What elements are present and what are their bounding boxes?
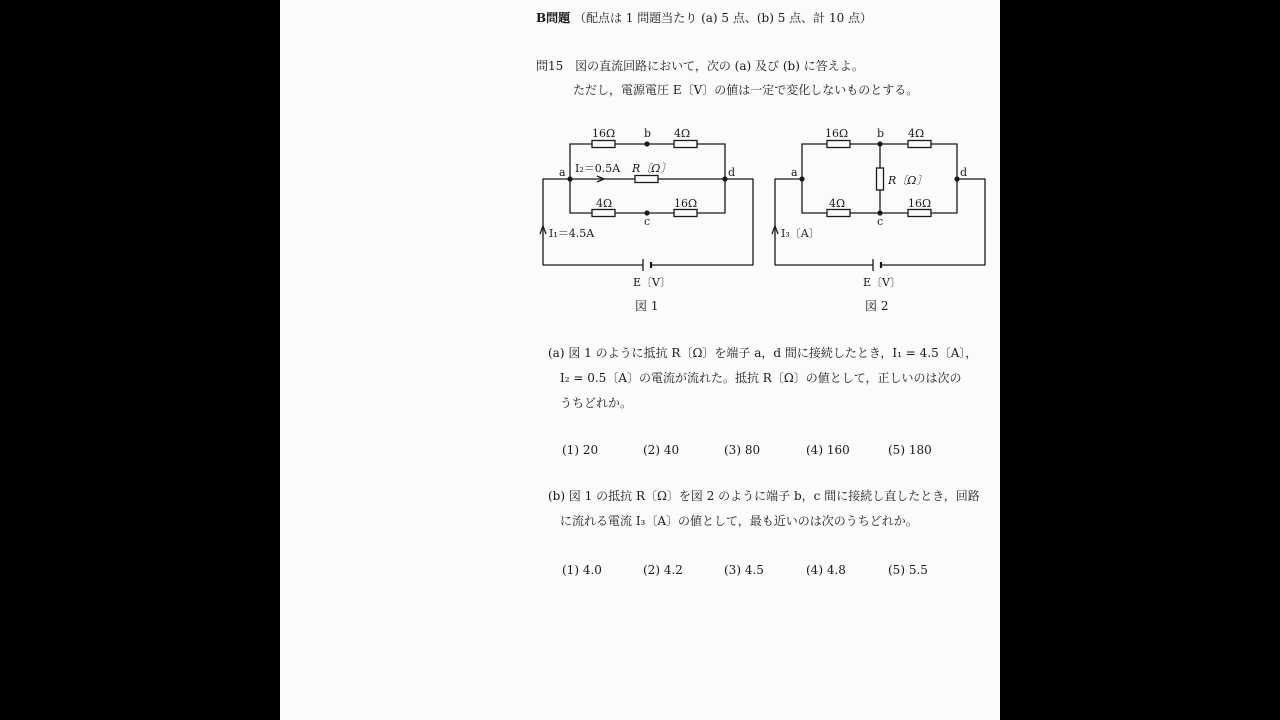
fig2-r-bot-left: 4Ω [829, 197, 846, 210]
fig1-node-d: d [728, 166, 736, 179]
part-a-choice-2: (2) 40 [643, 443, 680, 457]
part-a-choice-1: (1) 20 [562, 443, 599, 457]
fig1-source-label: E〔V〕 [633, 276, 671, 289]
fig1-r-top-right: 4Ω [674, 127, 691, 140]
section-points: （配点は 1 問題当たり (a) 5 点、(b) 5 点、計 10 点） [573, 11, 873, 25]
node-b-dot [644, 141, 649, 146]
document-page [280, 0, 1000, 720]
fig2-r-top-right: 4Ω [908, 127, 925, 140]
part-a-choice-5: (5) 180 [888, 443, 932, 457]
fig2-i3-label: I₃〔A〕 [781, 227, 820, 240]
part-b-choice-1: (1) 4.0 [562, 563, 602, 577]
fig2-r-bot-right: 16Ω [908, 197, 932, 210]
fig2-node-d: d [960, 166, 968, 179]
figure-2-circuit [767, 120, 997, 320]
fig1-i2-label: I₂＝0.5A [575, 162, 621, 175]
figure-1-circuit [535, 120, 765, 320]
part-b-line2: に流れる電流 I₃〔A〕の値として，最も近いのは次のうちどれか。 [560, 514, 918, 528]
question-text: 図の直流回路において，次の (a) 及び (b) に答えよ。 [575, 59, 864, 73]
fig2-r-label: R〔Ω〕 [888, 174, 928, 187]
fig1-r-top-left: 16Ω [592, 127, 616, 140]
fig1-r-bot-left: 4Ω [596, 197, 613, 210]
node-d-dot [722, 176, 727, 181]
fig2-caption: 図 2 [865, 299, 889, 313]
fig1-i1-label: I₁＝4.5A [549, 227, 595, 240]
fig2-node-b: b [877, 127, 885, 140]
part-b-line1: (b) 図 1 の抵抗 R〔Ω〕を図 2 のように端子 b，c 間に接続し直したとき，回路 [548, 489, 980, 503]
section-header [536, 11, 872, 25]
fig1-r-bot-right: 16Ω [674, 197, 698, 210]
part-a-choice-3: (3) 80 [724, 443, 761, 457]
part-a-choice-4: (4) 160 [806, 443, 850, 457]
fig1-node-a: a [559, 166, 566, 179]
fig2-source-label: E〔V〕 [863, 276, 901, 289]
part-a-line3: うちどれか。 [560, 396, 633, 410]
fig1-node-c: c [644, 215, 651, 228]
fig1-caption: 図 1 [635, 299, 659, 313]
question-number: 問15 [536, 59, 564, 73]
part-b-choice-2: (2) 4.2 [643, 563, 683, 577]
part-a-line2: I₂ = 0.5〔A〕の電流が流れた。抵抗 R〔Ω〕の値として，正しいのは次の [560, 371, 962, 385]
fig2-node-a-dot [799, 176, 804, 181]
node-a-dot [567, 176, 572, 181]
fig2-node-b-dot [877, 141, 882, 146]
question-line2: ただし，電源電圧 E〔V〕の値は一定で変化しないものとする。 [573, 83, 919, 97]
section-label: B問題 [536, 11, 571, 25]
question-line1 [536, 59, 864, 73]
fig2-node-d-dot [954, 176, 959, 181]
part-b-choice-5: (5) 5.5 [888, 563, 928, 577]
part-b-choice-3: (3) 4.5 [724, 563, 764, 577]
fig2-node-c: c [877, 215, 884, 228]
part-b-choice-4: (4) 4.8 [806, 563, 846, 577]
fig2-r-top-left: 16Ω [825, 127, 849, 140]
fig1-r-label: R〔Ω〕 [632, 162, 672, 175]
fig2-node-a: a [791, 166, 798, 179]
fig1-node-b: b [644, 127, 652, 140]
part-a-line1: (a) 図 1 のように抵抗 R〔Ω〕を端子 a，d 間に接続したとき，I₁ = 4.5〔A〕， [548, 346, 978, 360]
